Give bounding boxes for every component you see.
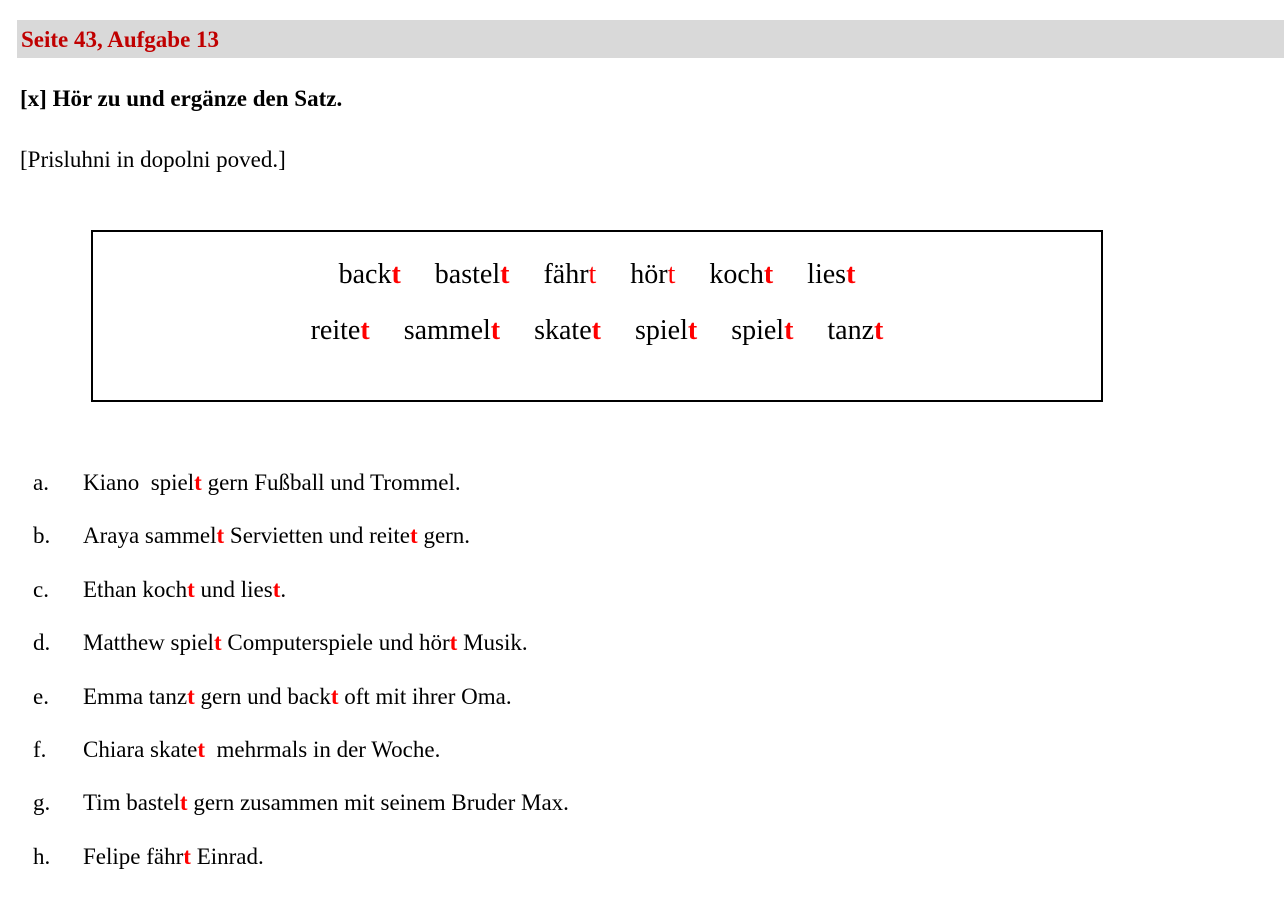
word-bank-word [543, 260, 596, 290]
sentence-letter: f. [33, 737, 47, 762]
verb-ending: t [183, 844, 191, 869]
word-bank-word [827, 316, 883, 346]
word-bank-word [731, 316, 793, 346]
word-bank-box [91, 230, 1103, 402]
word-ending: t [846, 259, 856, 290]
word-ending: t [360, 315, 370, 346]
word-stem: spiel [634, 315, 688, 346]
verb-ending: t [216, 523, 225, 548]
verb-ending: t [197, 737, 205, 762]
sentence-fragment: Computerspiele und hör [221, 630, 450, 655]
word-ending: t [667, 259, 676, 290]
verb-ending: t [449, 630, 458, 655]
sentence-fragment: oft mit ihrer Oma. [338, 684, 512, 709]
word-ending: t [687, 315, 698, 346]
task-translation: [Prisluhni in dopolni poved.] [20, 147, 286, 172]
word-stem: skate [534, 315, 592, 346]
task-instruction: [x] Hör zu und ergänze den Satz. [20, 86, 343, 111]
sentence-letter: b. [33, 523, 51, 548]
sentence-text [83, 844, 264, 870]
sentence-text [83, 577, 286, 603]
word-stem: koch [709, 259, 764, 290]
word-stem: sammel [403, 315, 491, 346]
word-bank-word [635, 316, 697, 346]
sentence-fragment: gern zusammen mit seinem Bruder Max. [187, 790, 569, 815]
sentence-text [83, 470, 461, 496]
word-bank-word [709, 260, 773, 290]
word-stem: lies [807, 259, 847, 290]
word-bank-word [630, 260, 675, 290]
word-ending: t [874, 315, 884, 346]
word-stem: hör [630, 259, 668, 290]
sentence-letter: e. [33, 684, 49, 709]
word-stem: tanz [827, 315, 875, 346]
sentence-text [83, 684, 512, 710]
sentence-fragment: gern. [417, 523, 471, 548]
word-bank-row-1 [93, 260, 1101, 290]
word-ending: t [591, 315, 601, 346]
word-bank-word [807, 260, 855, 290]
sentence-fragment: Chiara skate [83, 737, 198, 762]
word-bank-word [339, 260, 401, 290]
verb-ending: t [213, 630, 222, 655]
word-stem: fähr [543, 259, 589, 290]
word-bank-word [534, 316, 601, 346]
word-ending: t [490, 315, 501, 346]
verb-ending: t [179, 790, 188, 815]
word-ending: t [588, 259, 597, 290]
sentence-fragment: Kiano spiel [83, 470, 195, 495]
sentence-fragment: mehrmals in der Woche. [205, 737, 441, 762]
sentence-letter: d. [33, 630, 51, 655]
word-ending: t [784, 315, 794, 346]
sentence-fragment: gern Fußball und Trommel. [201, 470, 461, 495]
word-stem: spiel [731, 315, 785, 346]
word-stem: reite [310, 315, 361, 346]
word-bank-row-2 [93, 316, 1101, 346]
sentence-fragment: Araya sammel [83, 523, 217, 548]
verb-ending: t [272, 577, 281, 602]
sentence-text [83, 737, 440, 763]
sentence-letter: h. [33, 844, 51, 869]
verb-ending: t [410, 523, 418, 548]
section-header-bar [17, 20, 1284, 58]
sentence-fragment: Felipe fähr [83, 844, 184, 869]
word-ending: t [763, 259, 774, 290]
sentence-text [83, 523, 470, 549]
sentence-fragment: Matthew spiel [83, 630, 214, 655]
verb-ending: t [194, 470, 202, 495]
word-stem: bastel [434, 259, 501, 290]
sentence-letter: g. [33, 790, 51, 815]
verb-ending: t [330, 684, 339, 709]
word-bank-word [404, 316, 500, 346]
word-stem: back [338, 259, 392, 290]
sentence-fragment: Musik. [457, 630, 528, 655]
word-ending: t [500, 259, 510, 290]
sentence-fragment: Emma tanz [83, 684, 188, 709]
word-ending: t [391, 259, 401, 290]
sentence-fragment: . [280, 577, 287, 602]
word-bank-word [311, 316, 370, 346]
sentence-letter: a. [33, 470, 49, 495]
sentence-fragment: und lies [194, 577, 273, 602]
verb-ending: t [187, 577, 195, 602]
page-title: Seite 43, Aufgabe 13 [21, 27, 220, 52]
sentence-text [83, 790, 569, 816]
sentence-letter: c. [33, 577, 49, 602]
verb-ending: t [187, 684, 195, 709]
sentence-fragment: Ethan koch [83, 577, 188, 602]
sentence-fragment: gern und back [194, 684, 331, 709]
sentence-fragment: Tim bastel [83, 790, 180, 815]
sentence-fragment: Einrad. [190, 844, 264, 869]
word-bank-word [435, 260, 510, 290]
sentence-text [83, 630, 528, 656]
sentence-fragment: Servietten und reite [224, 523, 411, 548]
